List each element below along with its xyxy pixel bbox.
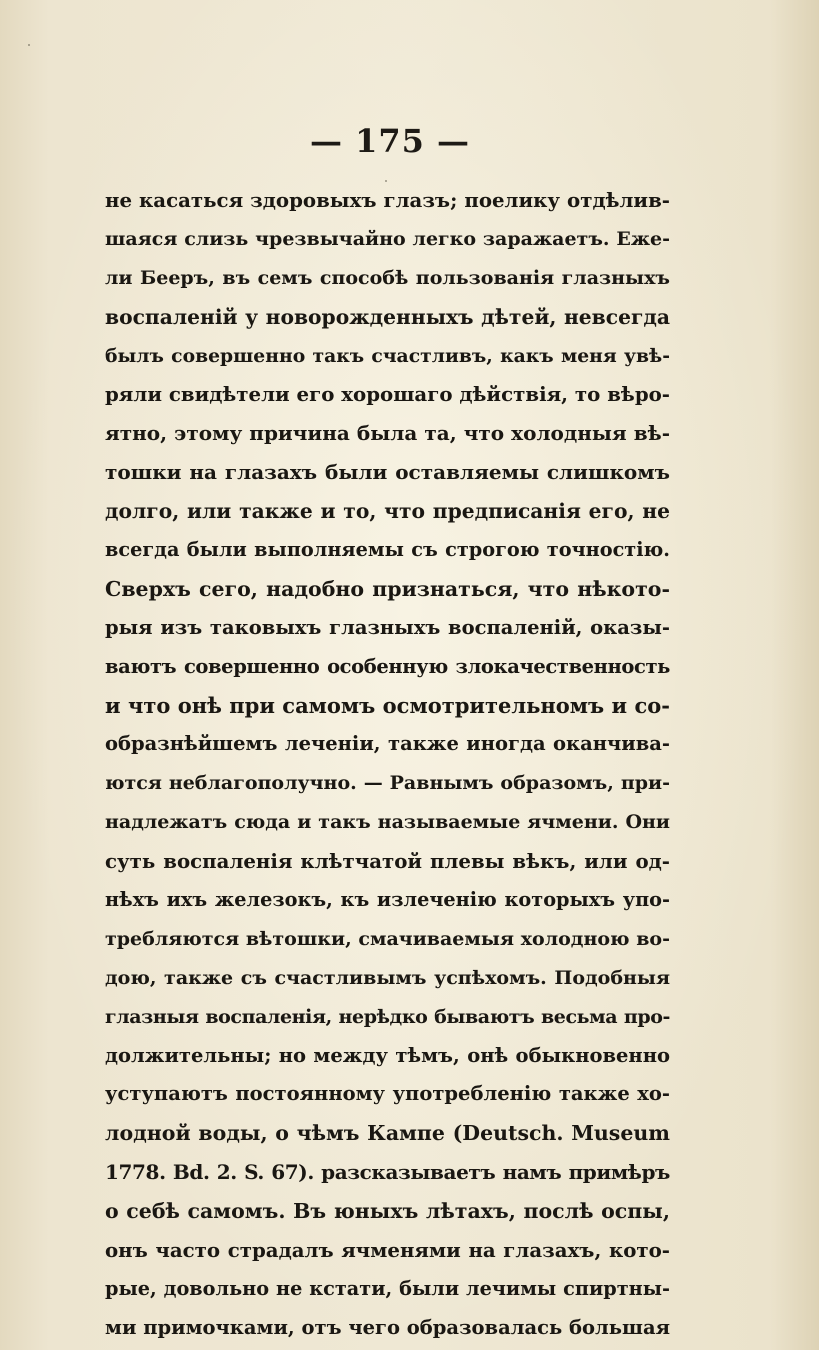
text-line: глазныя воспаленія, нерѣдко бываютъ весьма про- [105,1005,670,1028]
text-line: былъ совершенно такъ счастливъ, какъ меня увѣ- [105,344,670,367]
text-line: ваютъ совершенно особенную злокачественность [105,654,670,678]
text-line: дою, также съ счастливымъ успѣхомъ. Подобныя [105,966,670,989]
text-line: ли Бееръ, въ семъ способѣ пользованія глазныхъ [105,266,670,289]
text-line: 1778. Bd. 2. S. 67). разсказываетъ намъ примѣръ [105,1160,670,1185]
paper-speck [28,44,30,46]
text-line: ряли свидѣтели его хорошаго дѣйствія, то вѣро- [105,382,670,407]
text-line: уступаютъ постоянному употребленію также хо- [105,1082,670,1106]
text-line: ми примочками, отъ чего образовалась большая [105,1315,670,1339]
page-number: — 175 — [309,122,471,160]
text-line: ятно, этому причина была та, что холодныя вѣ- [105,421,670,446]
text-line: долго, или также и то, что предписанія его, не [105,499,670,524]
text-line: онъ часто страдалъ ячменями на глазахъ, кото- [105,1238,670,1263]
text-line: образнѣйшемъ леченіи, также иногда оканчива- [105,732,670,756]
text-line: всегда были выполняемы съ строгою точностію. [105,538,670,562]
text-line: лодной воды, о чѣмъ Кампе (Deutsch. Museum [105,1121,670,1146]
text-line: не касаться здоровыхъ глазъ; поелику отдѣлив- [105,188,670,212]
text-line: воспаленій у новорожденныхъ дѣтей, невсегда [105,304,670,329]
text-line: должительны; но между тѣмъ, онѣ обыкновенно [105,1043,670,1067]
text-line: шаяся слизь чрезвычайно легко заражаетъ. Еже- [105,227,670,250]
text-line: суть воспаленія клѣтчатой плевы вѣкъ, или од- [105,849,670,874]
body-text [105,181,670,1348]
text-line: о себѣ самомъ. Въ юныхъ лѣтахъ, послѣ оспы, [105,1199,670,1224]
text-line: требляются вѣтошки, смачиваемыя холодною во- [105,927,670,950]
text-line: нѣхъ ихъ железокъ, къ излеченію которыхъ упо- [105,888,670,912]
text-line: тошки на глазахъ были оставляемы слишкомъ [105,460,670,485]
text-line: рые, довольно не кстати, были лечимы спиртны- [105,1276,670,1300]
text-line: ются неблагополучно. — Равнымъ образомъ, при- [105,772,670,795]
text-line: Сверхъ сего, надобно признаться, что нѣкото- [105,576,670,601]
text-line: надлежатъ сюда и такъ называемые ячмени. Они [105,811,670,834]
text-line: и что онѣ при самомъ осмотрительномъ и со- [105,692,670,718]
paper-speck [385,180,387,182]
text-line: рыя изъ таковыхъ глазныхъ воспаленій, оказы- [105,615,670,639]
